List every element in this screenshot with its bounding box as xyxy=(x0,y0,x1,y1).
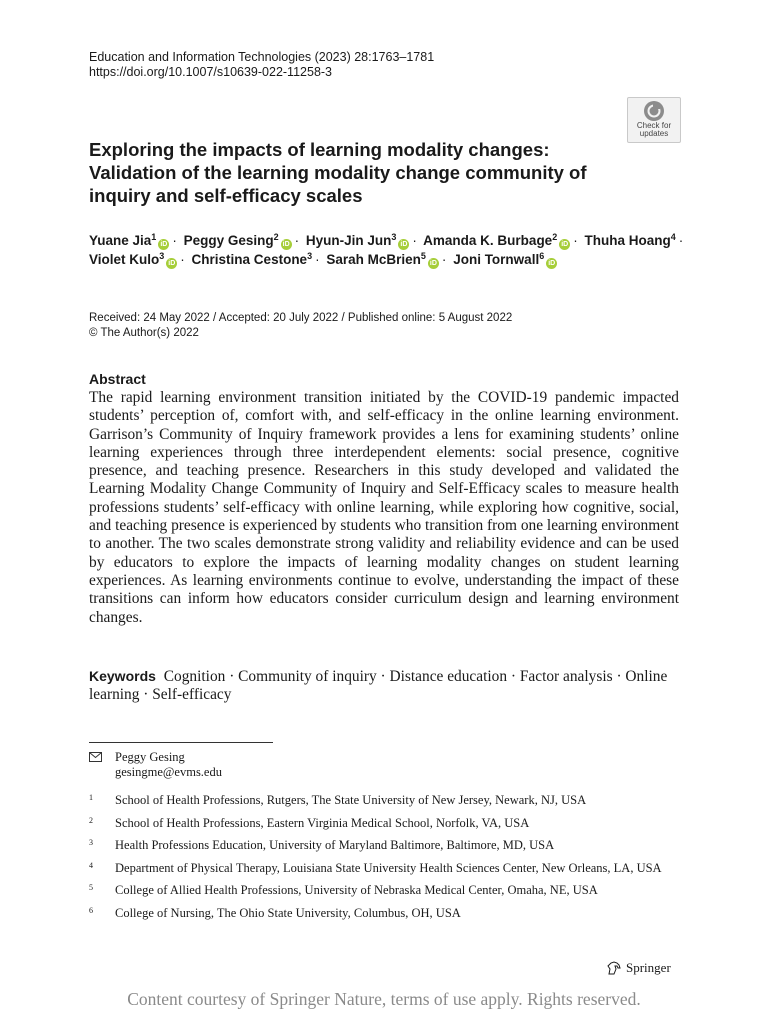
affiliation-item xyxy=(89,816,689,831)
affiliation-number: 4 xyxy=(89,860,93,870)
author-name: Sarah McBrien xyxy=(326,251,421,267)
affiliation-text: College of Nursing, The Ohio State University, Columbus, OH, USA xyxy=(115,905,461,920)
author-affiliation-number: 3 xyxy=(307,250,313,261)
author xyxy=(192,252,313,267)
doi-link[interactable]: https://doi.org/10.1007/s10639-022-11258-3 xyxy=(89,65,333,79)
author-affiliation-number: 1 xyxy=(151,232,157,242)
author-affiliation-number: 5 xyxy=(420,250,426,261)
corresponding-author-email[interactable]: gesingme@evms.edu xyxy=(115,765,222,779)
keywords-text: Cognition · Community of inquiry · Distance education · Factor analysis · Online learning · Self-efficacy xyxy=(89,668,668,704)
author xyxy=(584,233,675,248)
author-affiliation-number: 2 xyxy=(552,232,558,242)
check-badge-line1: Check for xyxy=(636,121,672,130)
affiliation-number: 5 xyxy=(89,883,93,893)
author-affiliation-number: 3 xyxy=(391,232,397,242)
affiliation-text: Department of Physical Therapy, Louisiana State University Health Sciences Center, New Orleans, LA, USA xyxy=(115,860,662,875)
publisher-name: Springer xyxy=(626,960,671,975)
author-name: Yuane Jia xyxy=(89,233,152,248)
author-affiliation-number: 4 xyxy=(670,232,676,242)
author-name: Hyun-Jin Jun xyxy=(305,233,392,248)
correspondence xyxy=(89,750,689,780)
author-affiliation-number: 3 xyxy=(159,250,165,261)
affiliation-list xyxy=(89,793,689,929)
affiliation-text: College of Allied Health Professions, University of Nebraska Medical Center, Omaha, NE, USA xyxy=(115,883,598,898)
check-for-updates-badge[interactable] xyxy=(627,97,681,143)
author-separator: · xyxy=(315,251,320,267)
journal-header xyxy=(89,50,589,80)
orcid-icon[interactable]: iD xyxy=(168,259,176,267)
affiliation-number: 6 xyxy=(89,905,93,915)
corresponding-author-name: Peggy Gesing xyxy=(115,750,185,764)
author-separator: · xyxy=(412,233,417,248)
author xyxy=(306,233,410,248)
keywords xyxy=(89,667,679,705)
affiliation-item xyxy=(89,861,689,876)
orcid-icon[interactable]: iD xyxy=(160,241,168,248)
author-separator: · xyxy=(441,251,447,267)
affiliation-number: 3 xyxy=(89,838,93,848)
author-separator: · xyxy=(678,233,684,248)
orcid-icon[interactable]: iD xyxy=(429,259,437,267)
affiliation-text: Health Professions Education, University of Maryland Baltimore, Baltimore, MD, USA xyxy=(115,838,555,853)
author xyxy=(89,233,169,248)
author xyxy=(326,252,439,267)
journal-citation: Education and Information Technologies (2023) 28:1763–1781 xyxy=(89,50,435,64)
courtesy-watermark: Content courtesy of Springer Nature, terms of use apply. Rights reserved. xyxy=(127,989,641,1009)
author-affiliation-number: 2 xyxy=(273,232,279,242)
author-separator: · xyxy=(172,233,177,248)
abstract-heading: Abstract xyxy=(89,371,146,387)
copyright-line: © The Author(s) 2022 xyxy=(89,327,199,339)
envelope-icon xyxy=(89,752,102,762)
affiliation-number: 2 xyxy=(89,815,93,825)
affiliation-item xyxy=(89,838,689,853)
orcid-icon[interactable]: iD xyxy=(548,259,556,267)
check-badge-line2: updates xyxy=(639,129,669,138)
keywords-label: Keywords xyxy=(89,668,156,684)
affiliation-item xyxy=(89,906,689,921)
author-list xyxy=(89,232,689,269)
affiliation-item xyxy=(89,883,689,898)
author-name: Peggy Gesing xyxy=(183,233,274,248)
dates-line: Received: 24 May 2022 / Accepted: 20 July 2022 / Published online: 5 August 2022 xyxy=(89,312,513,324)
author-name: Christina Cestone xyxy=(191,251,308,267)
author-name: Amanda K. Burbage xyxy=(423,233,553,248)
footnote-rule xyxy=(89,742,273,743)
publisher-logo xyxy=(606,960,671,976)
article-title: Exploring the impacts of learning modality changes: Validation of the learning modality change community of inquiry and self-efficacy scales xyxy=(89,139,587,206)
author xyxy=(423,233,570,248)
author-name: Joni Tornwall xyxy=(453,251,540,267)
orcid-icon[interactable]: iD xyxy=(400,241,408,248)
author-separator: · xyxy=(180,251,185,267)
affiliation-item xyxy=(89,793,689,808)
affiliation-text: School of Health Professions, Eastern Virginia Medical School, Norfolk, VA, USA xyxy=(115,815,530,830)
author-affiliation-number: 6 xyxy=(539,250,545,261)
author-separator: · xyxy=(294,233,300,248)
author xyxy=(184,233,292,248)
author-separator: · xyxy=(573,233,578,248)
affiliation-number: 1 xyxy=(89,793,93,802)
orcid-icon[interactable]: iD xyxy=(282,241,290,248)
publication-dates xyxy=(89,311,689,341)
author-name: Thuha Hoang xyxy=(584,233,671,248)
springer-horse-icon xyxy=(606,961,622,975)
author xyxy=(89,252,177,267)
affiliation-text: School of Health Professions, Rutgers, The State University of New Jersey, Newark, NJ, USA xyxy=(115,793,587,807)
check-for-updates-icon xyxy=(643,100,665,122)
author xyxy=(453,252,557,267)
author-name: Violet Kulo xyxy=(89,251,160,267)
abstract-text: The rapid learning environment transition initiated by the COVID-19 pandemic impacted students’ perception of, comfort with, and self-efficacy in the online learning environment. Garrison’s Community of Inquiry framework provides a lens for examining students’ online learning experiences through three interdependent elements: social presence, cognitive presence, and teaching presence. Researchers in this study developed and validated the Learning Modality Change Community of Inquiry and Self-Efficacy scales to measure health professions students’ self-efficacy with online learning, while exploring how cognitive, social, and teaching presence is experienced by students who transition from one learning environment to another. The two scales demonstrate strong validity and reliability evidence and can be used by educators to explore the impacts of learning modality changes on student learning experiences. As learning environments continue to evolve, understanding the impact of these transitions can inform how educators consider curriculum design and learning environment changes. xyxy=(89,389,679,626)
orcid-icon[interactable]: iD xyxy=(561,241,569,248)
